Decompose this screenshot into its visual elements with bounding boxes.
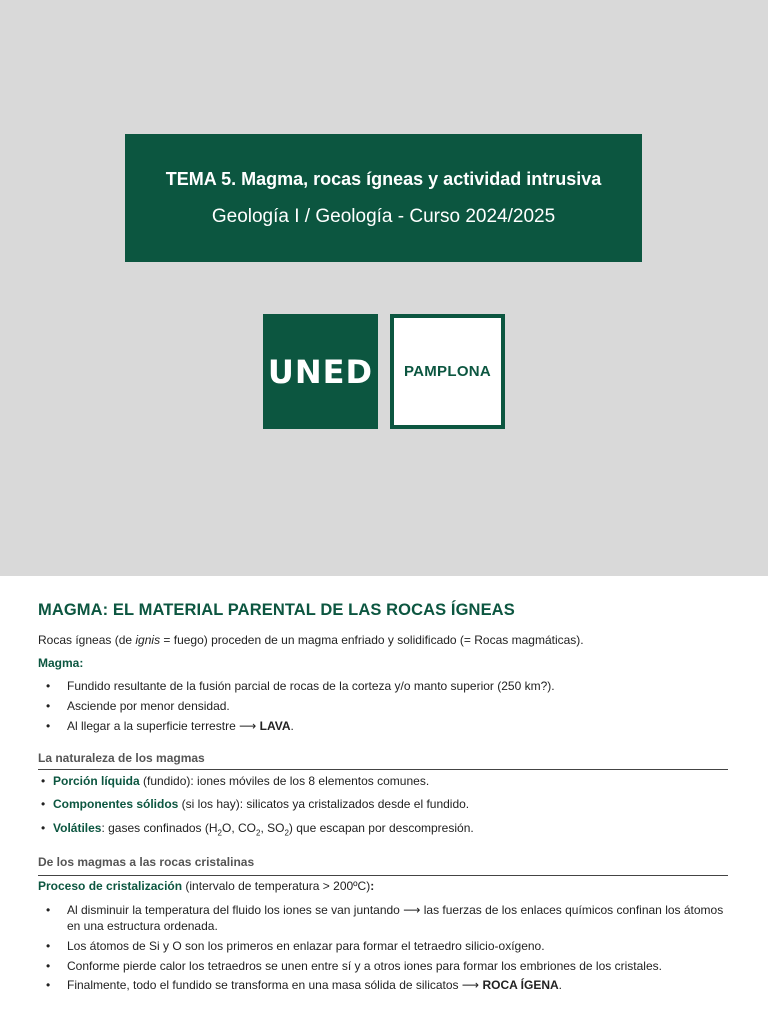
title-box [125,134,642,262]
process-rest: (intervalo de temperatura > 200ºC) [182,879,371,893]
intro-text-a: Rocas ígneas (de [38,633,136,647]
process-item-2: Los átomos de Si y O son los primeros en enlazar para formar el tetraedro silicio-oxígeno. [67,939,545,953]
content-slide [0,576,768,1024]
volatiles-text: O, CO [221,821,256,835]
bullet: • [46,719,51,733]
bullet: • [46,978,51,992]
pamplona-logo-text: PAMPLONA [403,363,492,380]
lava-term: LAVA [259,719,291,733]
bullet: • [46,959,51,973]
nature-item-2-bold: Componentes sólidos [53,797,179,811]
nature-item-3-rest: : gases confinados (H [101,821,218,835]
section-title-nature: La naturaleza de los magmas [38,751,205,765]
bullet: • [46,903,51,917]
uned-logo [263,314,378,429]
subscript: 2 [217,828,222,838]
magma-label: Magma: [38,656,84,670]
process-bold: Proceso de cristalización [38,879,183,893]
bullet: • [46,939,51,953]
intro-text-c: = fuego) proceden de un magma enfriado y solidificado (= Rocas magmáticas). [160,633,584,647]
nature-item-2 [53,796,469,812]
process-colon: : [370,879,375,893]
nature-item-1-rest: (fundido): iones móviles de los 8 elementos comunes. [139,774,430,788]
content-heading: MAGMA: EL MATERIAL PARENTAL DE LAS ROCAS ÍGNEAS [38,601,515,619]
nature-item-3 [53,820,474,836]
bullet: • [41,797,46,811]
process-item-3: Conforme pierde calor los tetraedros se unen entre sí y a otros iones para formar los embriones de los cristales. [67,959,662,973]
magma-item-3-text: Al llegar a la superficie terrestre ⟶ [67,719,260,733]
nature-item-1 [53,773,429,789]
volatiles-text: ) que escapan por descompresión. [288,821,474,835]
roca-end: . [558,978,563,992]
uned-logo-text: UNED [267,352,374,391]
process-item-1b: en una estructura ordenada. [67,919,218,933]
process-item-4-text: Finalmente, todo el fundido se transforma en una masa sólida de silicatos ⟶ [67,978,483,992]
section-divider [38,769,728,770]
magma-item-1: Fundido resultante de la fusión parcial de rocas de la corteza y/o manto superior (250 km?). [67,679,555,693]
process-item-4 [67,977,562,993]
section-title-crystalline: De los magmas a las rocas cristalinas [38,855,255,869]
roca-ignea-term: ROCA ÍGENA [482,978,559,992]
section-divider [38,875,728,876]
intro-paragraph [38,632,584,648]
process-line [38,878,374,894]
bullet: • [46,699,51,713]
magma-item-2: Asciende por menor densidad. [67,699,230,713]
nature-item-2-rest: (si los hay): silicatos ya cristalizados desde el fundido. [178,797,470,811]
slide-title: TEMA 5. Magma, rocas ígneas y actividad intrusiva [165,169,602,189]
lava-end: . [290,719,294,733]
volatiles-text: , SO [260,821,285,835]
process-item-1a: Al disminuir la temperatura del fluido los iones se van juntando ⟶ las fuerzas de los enlaces químicos confinan los átomos [67,903,724,917]
nature-item-1-bold: Porción líquida [53,774,140,788]
pamplona-logo-inner [394,318,501,425]
subscript: 2 [284,828,289,838]
pamplona-logo [390,314,505,429]
bullet: • [46,679,51,693]
bullet: • [41,774,46,788]
subscript: 2 [256,828,261,838]
slide-subtitle: Geología I / Geología - Curso 2024/2025 [211,206,556,227]
intro-text-b: ignis [135,633,161,647]
nature-item-3-bold: Volátiles [53,821,102,835]
bullet: • [41,821,46,835]
magma-item-3 [67,718,294,734]
